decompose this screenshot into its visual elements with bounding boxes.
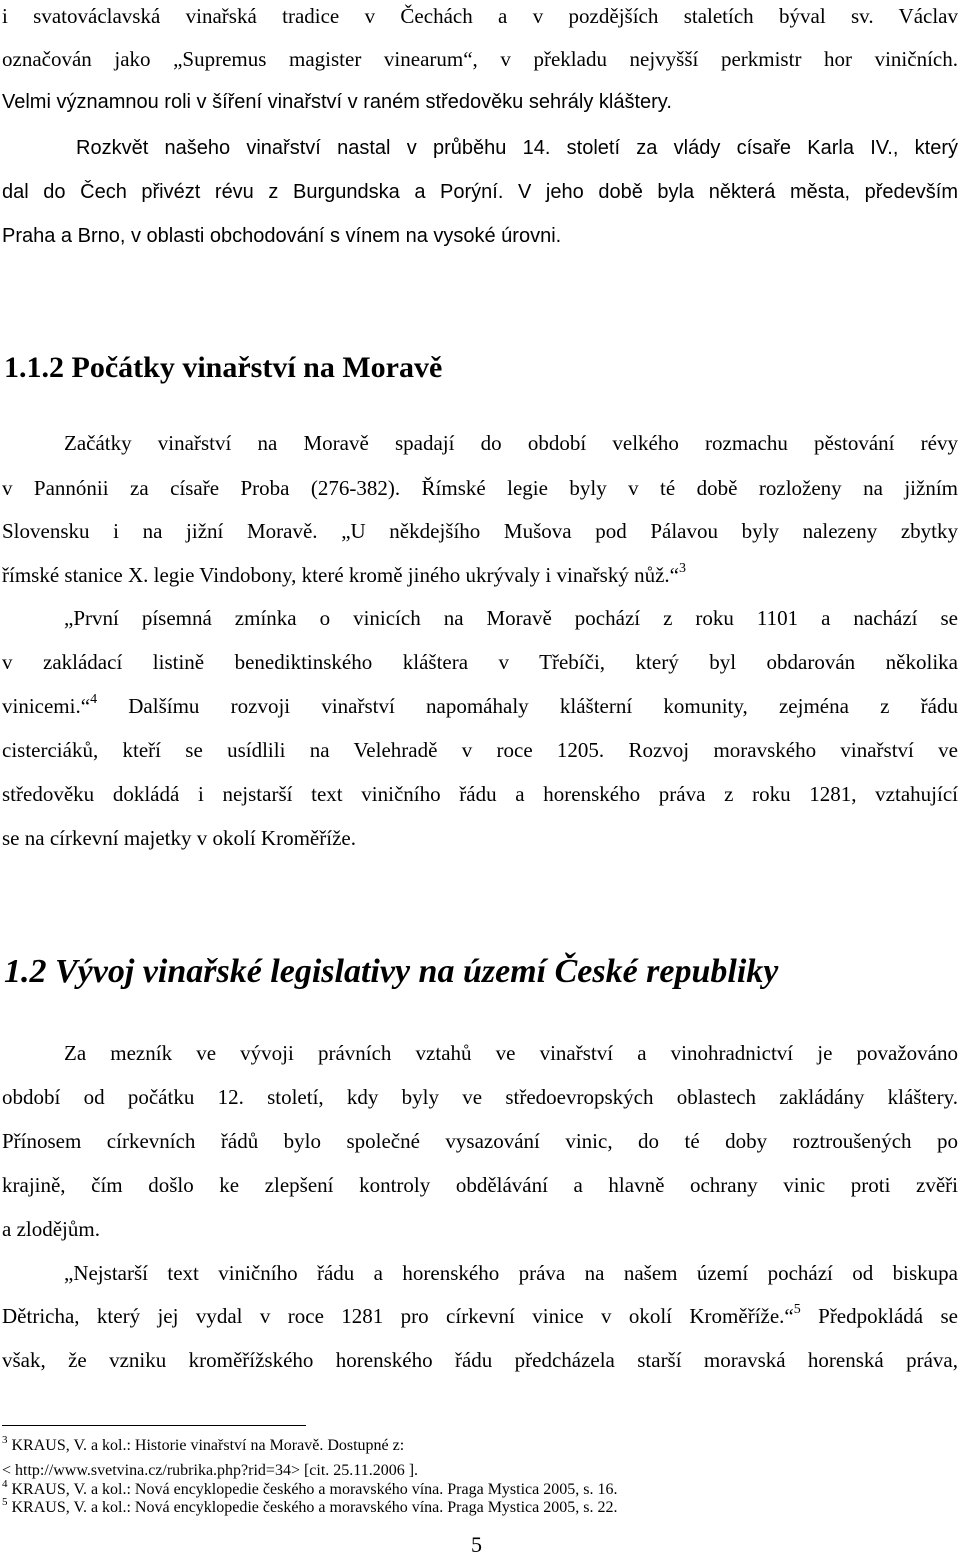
footnote-5: [2, 1495, 618, 1517]
paragraph-line: období od počátku 12. století, kdy byly ve středoevropských oblastech zakládány kláštery.: [2, 1085, 958, 1109]
intro-line-6: Praha a Brno, v oblasti obchodování s vínem na vysoké úrovni.: [2, 225, 562, 247]
footnote-number: 3: [2, 1433, 8, 1446]
footnote-text: KRAUS, V. a kol.: Historie vinařství na Moravě. Dostupné z:: [7, 1437, 405, 1454]
paragraph-line: však, že vzniku kroměřížského horenského řádu předcházela starší moravská horenská práva,: [2, 1348, 958, 1372]
footnote-3-link: [2, 1462, 418, 1480]
paragraph-line: „První písemná zmínka o vinicích na Moravě pochází z roku 1101 a nachází se: [64, 606, 958, 630]
intro-line-3: Velmi významnou roli v šíření vinařství v raném středověku sehrály kláštery.: [2, 91, 672, 113]
paragraph-line-with-footnote: [2, 1302, 958, 1330]
paragraph-line: Slovensku i na jižní Moravě. „U někdejšího Mušova pod Pálavou byly nalezeny zbytky: [2, 519, 958, 543]
intro-line-4: Rozkvět našeho vinařství nastal v průběhu 14. století za vlády císaře Karla IV., který: [76, 137, 958, 159]
footnote-number: 5: [2, 1495, 8, 1508]
paragraph-line: krajině, čím došlo ke zlepšení kontroly obdělávání a hlavně ochrany vinic proti zvěři: [2, 1173, 958, 1197]
paragraph-line: se na církevní majetky v okolí Kroměříže.: [2, 826, 356, 850]
footnote-text: KRAUS, V. a kol.: Nová encyklopedie českého a moravského vína. Praga Mystica 2005, s. 16.: [7, 1481, 618, 1498]
paragraph-line-with-footnote: [2, 561, 958, 589]
paragraph-text: Dalšímu rozvoji vinařství napomáhaly klášterní komunity, zejména z řádu: [97, 694, 958, 718]
footnote-number: 4: [2, 1477, 8, 1490]
paragraph-line: v Pannónii za císaře Proba (276-382). Římské legie byly v té době rozloženy na jižním: [2, 476, 958, 500]
paragraph-line: „Nejstarší text viničního řádu a horenského práva na našem území pochází od biskupa: [64, 1261, 958, 1285]
footnote-separator: [2, 1425, 306, 1426]
footnote-ref: 5: [793, 1302, 801, 1317]
section-heading-1-1-2: 1.1.2 Počátky vinařství na Moravě: [4, 351, 443, 384]
footnote-ref: 3: [678, 561, 686, 576]
paragraph-text: vinicemi.“: [2, 694, 91, 718]
paragraph-line: středověku dokládá i nejstarší text viničního řádu a horenského práva z roku 1281, vztahující: [2, 782, 958, 806]
intro-line-2: označován jako „Supremus magister vinearum“, v překladu nejvyšší perkmistr hor viničních.: [2, 47, 958, 71]
paragraph-text: Předpokládá se: [800, 1304, 958, 1328]
intro-line-5: dal do Čech přivézt révu z Burgundska a Porýní. V jeho době byla některá města, především: [2, 181, 958, 203]
paragraph-line: a zlodějům.: [2, 1217, 100, 1241]
paragraph-line: v zakládací listině benediktinského kláštera v Třebíči, který byl obdarován několika: [2, 650, 958, 674]
paragraph-text: Dětricha, který jej vydal v roce 1281 pro církevní vinice v okolí Kroměříže.“: [2, 1304, 794, 1328]
section-heading-1-2: 1.2 Vývoj vinařské legislativy na území České republiky: [4, 953, 779, 990]
paragraph-line: cisterciáků, kteří se usídlili na Velehradě v roce 1205. Rozvoj moravského vinařství ve: [2, 738, 958, 762]
paragraph-line: Začátky vinařství na Moravě spadají do období velkého rozmachu pěstování révy: [64, 431, 958, 455]
intro-line-1: i svatováclavská vinařská tradice v Čechách a v pozdějších staletích býval sv. Václav: [2, 4, 958, 28]
paragraph-line: Za mezník ve vývoji právních vztahů ve vinařství a vinohradnictví je považováno: [64, 1041, 958, 1065]
footnote-ref: 4: [90, 692, 98, 707]
page-number: 5: [471, 1532, 482, 1557]
footnote-4: [2, 1477, 618, 1499]
paragraph-text: římské stanice X. legie Vindobony, které kromě jiného ukrývaly i vinařský nůž.“: [2, 563, 679, 587]
footnote-3: [2, 1433, 405, 1455]
footnote-text: KRAUS, V. a kol.: Nová encyklopedie českého a moravského vína. Praga Mystica 2005, s. 22.: [7, 1499, 618, 1516]
paragraph-line: Přínosem církevních řádů bylo společné vysazování vinic, do té doby roztroušených po: [2, 1129, 958, 1153]
footnote-url: < http://www.svetvina.cz/rubrika.php?rid=34> [cit. 25.11.2006 ].: [2, 1462, 419, 1479]
paragraph-line-with-footnote: [2, 692, 958, 720]
